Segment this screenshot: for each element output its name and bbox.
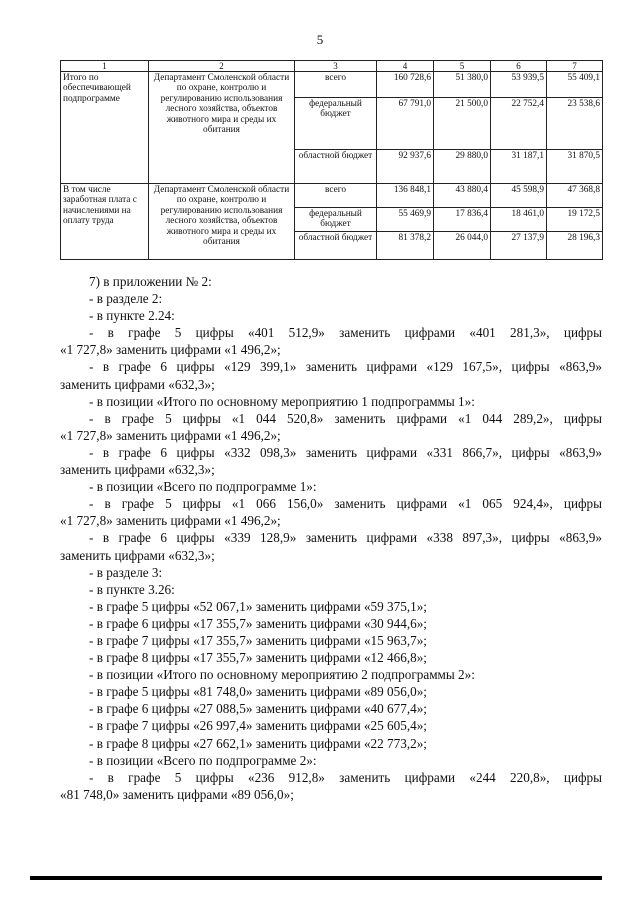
text-line: - в графе 6 цифры «27 088,5» заменить цифрами «40 677,4»; <box>89 701 427 717</box>
department-cell: Департамент Смоленской области по охране, контролю и регулированию использования лесного хозяйства, объектов животного мира и среды их обитания <box>149 184 295 260</box>
value-cell: 81 378,2 <box>377 232 434 260</box>
text-line: - в графе 8 цифры «17 355,7» заменить цифрами «12 466,8»; <box>89 650 427 666</box>
text-line: - в позиции «Итого по основному мероприятию 1 подпрограммы 1»: <box>89 393 475 409</box>
column-number: 1 <box>61 61 149 72</box>
row-label: В том числе заработная плата с начислениями на оплату труда <box>61 184 149 260</box>
text-line: заменить цифрами «632,3»; <box>60 462 215 478</box>
text-line: - в позиции «Итого по основному мероприятию 2 подпрограммы 2»: <box>89 667 475 683</box>
text-line: - в графе 5 цифры «401 512,9» заменить цифрами «401 281,3», цифры <box>89 325 602 341</box>
text-line: - в графе 6 цифры «129 399,1» заменить цифрами «129 167,5», цифры «863,9» <box>89 359 602 375</box>
table-row <box>61 184 603 208</box>
text-line: «1 727,8» заменить цифрами «1 496,2»; <box>60 342 281 358</box>
value-cell: 31 187,1 <box>491 150 547 184</box>
text-line: - в графе 7 цифры «17 355,7» заменить цифрами «15 963,7»; <box>89 632 427 648</box>
text-line: - в позиции «Всего по подпрограмме 2»: <box>89 752 317 768</box>
value-cell: 67 791,0 <box>377 98 434 150</box>
text-line: - в графе 5 цифры «1 044 520,8» заменить цифрами «1 044 289,2», цифры <box>89 410 602 426</box>
value-cell: 47 368,8 <box>547 184 603 208</box>
column-number: 6 <box>491 61 547 72</box>
value-cell: 92 937,6 <box>377 150 434 184</box>
funding-source: областной бюджет <box>295 150 377 184</box>
value-cell: 29 880,0 <box>434 150 491 184</box>
value-cell: 51 380,0 <box>434 72 491 98</box>
department-cell: Департамент Смоленской области по охране, контролю и регулированию использования лесного хозяйства, объектов животного мира и среды их обитания <box>149 72 295 184</box>
text-line: «1 727,8» заменить цифрами «1 496,2»; <box>60 513 281 529</box>
value-cell: 22 752,4 <box>491 98 547 150</box>
funding-source: всего <box>295 72 377 98</box>
value-cell: 23 538,6 <box>547 98 603 150</box>
value-cell: 53 939,5 <box>491 72 547 98</box>
text-line: «1 727,8» заменить цифрами «1 496,2»; <box>60 427 281 443</box>
page-number: 5 <box>316 32 324 47</box>
text-line: - в пункте 3.26: <box>89 581 175 597</box>
text-line: - в графе 6 цифры «17 355,7» заменить цифрами «30 944,6»; <box>89 615 427 631</box>
text-line: - в графе 5 цифры «236 912,8» заменить цифрами «244 220,8», цифры <box>89 769 602 785</box>
text-line: - в графе 6 цифры «332 098,3» заменить цифрами «331 866,7», цифры «863,9» <box>89 444 602 460</box>
value-cell: 28 196,3 <box>547 232 603 260</box>
budget-table <box>60 60 603 260</box>
amendment-text <box>60 273 602 803</box>
value-cell: 55 409,1 <box>547 72 603 98</box>
column-number: 5 <box>434 61 491 72</box>
column-number: 4 <box>377 61 434 72</box>
funding-source: федеральный бюджет <box>295 98 377 150</box>
value-cell: 19 172,5 <box>547 208 603 232</box>
value-cell: 17 836,4 <box>434 208 491 232</box>
funding-source: всего <box>295 184 377 208</box>
text-line: - в графе 6 цифры «339 128,9» заменить цифрами «338 897,3», цифры «863,9» <box>89 530 602 546</box>
value-cell: 45 598,9 <box>491 184 547 208</box>
value-cell: 21 500,0 <box>434 98 491 150</box>
value-cell: 160 728,6 <box>377 72 434 98</box>
text-line: 7) в приложении № 2: <box>89 274 212 289</box>
text-line: - в разделе 3: <box>89 564 163 580</box>
footer-rule <box>30 876 602 880</box>
text-line: - в графе 8 цифры «27 662,1» заменить цифрами «22 773,2»; <box>89 735 427 751</box>
text-line: - в графе 5 цифры «81 748,0» заменить цифрами «89 056,0»; <box>89 684 427 700</box>
text-line: - в графе 5 цифры «52 067,1» заменить цифрами «59 375,1»; <box>89 598 427 614</box>
value-cell: 136 848,1 <box>377 184 434 208</box>
text-line: - в пункте 2.24: <box>89 308 175 324</box>
text-line: - в графе 7 цифры «26 997,4» заменить цифрами «25 605,4»; <box>89 718 427 734</box>
text-line: заменить цифрами «632,3»; <box>60 376 215 392</box>
text-line: - в разделе 2: <box>89 291 163 307</box>
row-label: Итого по обеспечивающей подпрограмме <box>61 72 149 184</box>
value-cell: 27 137,9 <box>491 232 547 260</box>
value-cell: 18 461,0 <box>491 208 547 232</box>
funding-source: областной бюджет <box>295 232 377 260</box>
column-number-row <box>61 61 603 72</box>
value-cell: 31 870,5 <box>547 150 603 184</box>
column-number: 7 <box>547 61 603 72</box>
column-number: 3 <box>295 61 377 72</box>
table-row <box>61 72 603 98</box>
funding-source: федеральный бюджет <box>295 208 377 232</box>
value-cell: 43 880,4 <box>434 184 491 208</box>
text-line: «81 748,0» заменить цифрами «89 056,0»; <box>60 786 294 802</box>
text-line: - в графе 5 цифры «1 066 156,0» заменить цифрами «1 065 924,4», цифры <box>89 496 602 512</box>
value-cell: 55 469,9 <box>377 208 434 232</box>
column-number: 2 <box>149 61 295 72</box>
text-line: - в позиции «Всего по подпрограмме 1»: <box>89 479 317 495</box>
text-line: заменить цифрами «632,3»; <box>60 547 215 563</box>
value-cell: 26 044,0 <box>434 232 491 260</box>
